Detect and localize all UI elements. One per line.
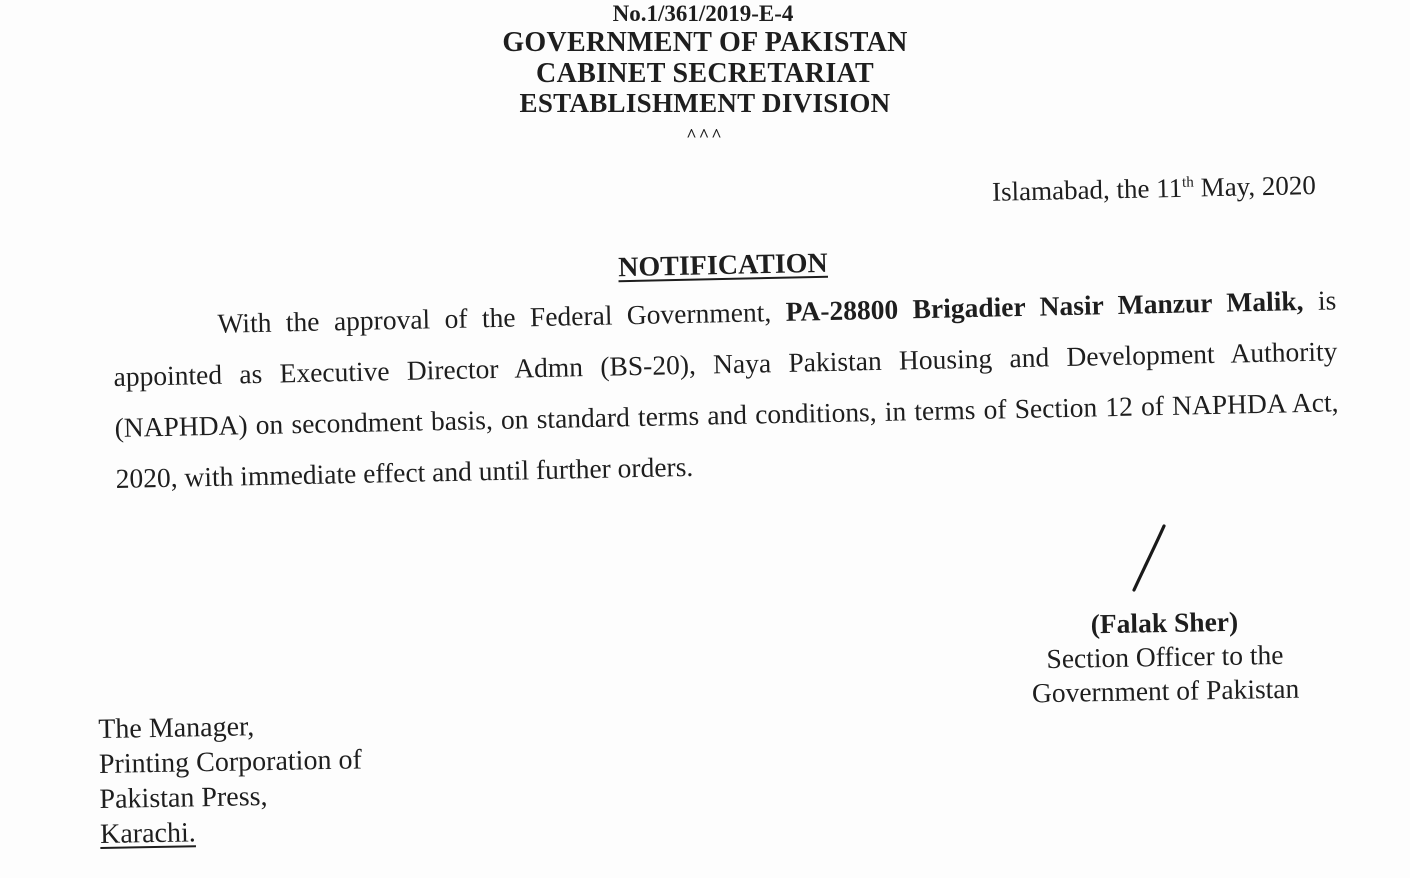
- signatory-block: [999, 603, 1331, 711]
- secretariat-heading: CABINET SECRETARIAT: [536, 58, 874, 89]
- signatory-designation-1: Section Officer to the: [1046, 638, 1284, 675]
- body-intro: With the approval of the Federal Government,: [217, 295, 786, 339]
- officer-name: PA-28800 Brigadier Nasir Manzur Malik,: [785, 285, 1304, 327]
- recipient-line-2: Printing Corporation of: [98, 744, 363, 780]
- government-heading: GOVERNMENT OF PAKISTAN: [502, 27, 908, 58]
- date-line: [992, 170, 1316, 208]
- notification-title: NOTIFICATION: [617, 247, 829, 284]
- recipient-address: [98, 707, 363, 852]
- division-heading: ESTABLISHMENT DIVISION: [519, 88, 891, 118]
- date-ordinal: th: [1182, 174, 1195, 191]
- body-rest: is appointed as Executive Director Admn (BS-20), Naya Pakistan Housing and Development Authority (NAPHDA) on secondment basis, on standard terms and conditions, in terms of Section 12 of NAPHDA Act, 2020, with immediate effect and until further orders.: [113, 284, 1339, 494]
- signatory-name: (Falak Sher): [1090, 605, 1239, 640]
- notification-body: [112, 274, 1340, 504]
- date-prefix: Islamabad, the 11: [991, 172, 1183, 207]
- date-suffix: May, 2020: [1193, 170, 1317, 203]
- recipient-line-3: Pakistan Press,: [99, 781, 268, 815]
- reference-number: No.1/361/2019-E-4: [612, 1, 794, 26]
- heading-separator: ^^^: [686, 125, 724, 145]
- recipient-city: Karachi.: [99, 817, 197, 850]
- signature-mark: [1126, 522, 1172, 594]
- recipient-line-1: The Manager,: [98, 711, 255, 745]
- signatory-designation-2: Government of Pakistan: [1031, 672, 1300, 709]
